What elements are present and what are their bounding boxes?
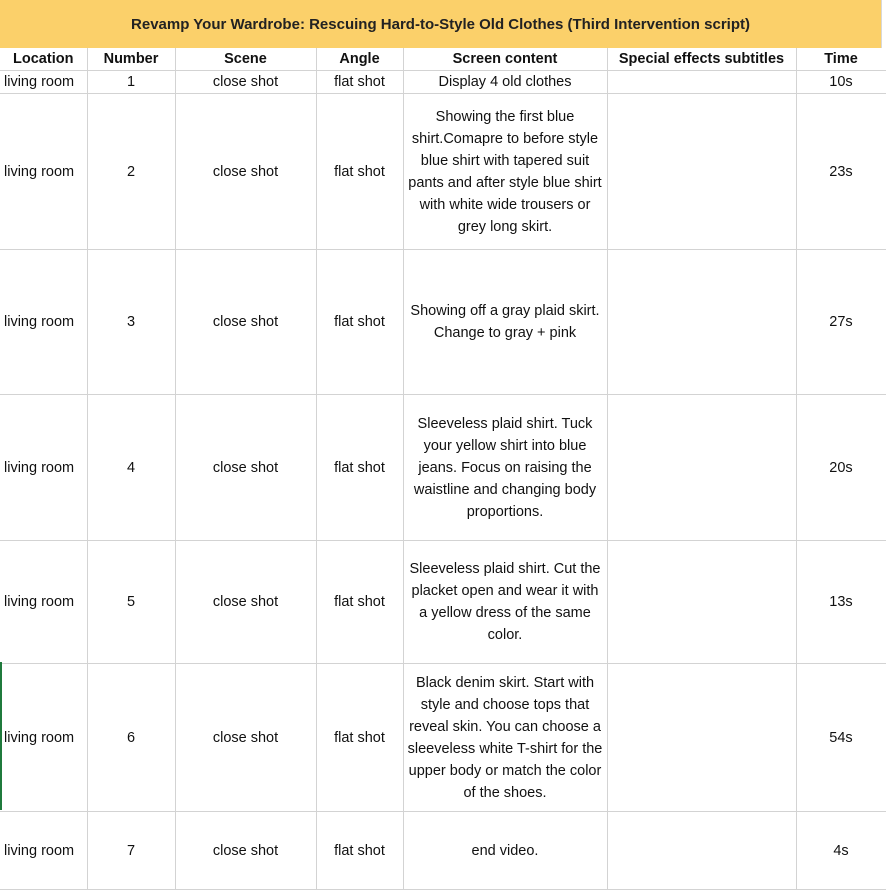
header-angle[interactable]: Angle: [316, 48, 403, 71]
cell-special-effects[interactable]: [607, 250, 796, 395]
cell-special-effects[interactable]: [607, 71, 796, 94]
header-time[interactable]: Time: [796, 48, 886, 71]
cell-angle[interactable]: flat shot: [316, 395, 403, 541]
table-row: [0, 71, 886, 94]
cell-angle[interactable]: flat shot: [316, 541, 403, 664]
sheet-title[interactable]: Revamp Your Wardrobe: Rescuing Hard-to-Style Old Clothes (Third Intervention script): [0, 0, 882, 49]
cell-angle[interactable]: flat shot: [316, 94, 403, 250]
cell-screen-content[interactable]: Black denim skirt. Start with style and choose tops that reveal skin. You can choose a sleeveless white T-shirt for the upper body or match the color of the shoes.: [403, 664, 607, 812]
cell-scene[interactable]: close shot: [175, 94, 316, 250]
cell-location[interactable]: living room: [0, 395, 87, 541]
cell-special-effects[interactable]: [607, 541, 796, 664]
cell-number[interactable]: 3: [87, 250, 175, 395]
cell-special-effects[interactable]: [607, 812, 796, 890]
header-location[interactable]: Location: [0, 48, 87, 71]
cell-location[interactable]: living room: [0, 541, 87, 664]
cell-location[interactable]: living room: [0, 664, 87, 812]
cell-number[interactable]: 1: [87, 71, 175, 94]
selection-edge: [0, 662, 2, 810]
cell-time[interactable]: 20s: [796, 395, 886, 541]
cell-screen-content[interactable]: Display 4 old clothes: [403, 71, 607, 94]
cell-time[interactable]: 4s: [796, 812, 886, 890]
cell-special-effects[interactable]: [607, 664, 796, 812]
cell-location[interactable]: living room: [0, 94, 87, 250]
table-row: [0, 541, 886, 664]
cell-time[interactable]: 23s: [796, 94, 886, 250]
table-row: [0, 395, 886, 541]
cell-screen-content[interactable]: end video.: [403, 812, 607, 890]
cell-scene[interactable]: close shot: [175, 250, 316, 395]
cell-location[interactable]: living room: [0, 812, 87, 890]
cell-special-effects[interactable]: [607, 94, 796, 250]
header-number[interactable]: Number: [87, 48, 175, 71]
table-row: [0, 664, 886, 812]
cell-scene[interactable]: close shot: [175, 664, 316, 812]
header-screen-content[interactable]: Screen content: [403, 48, 607, 71]
cell-screen-content[interactable]: Showing the first blue shirt.Comapre to before style blue shirt with tapered suit pants and after style blue shirt with white wide trousers or grey long skirt.: [403, 94, 607, 250]
cell-number[interactable]: 5: [87, 541, 175, 664]
table-row: [0, 812, 886, 890]
cell-location[interactable]: living room: [0, 250, 87, 395]
cell-number[interactable]: 6: [87, 664, 175, 812]
cell-special-effects[interactable]: [607, 395, 796, 541]
cell-time[interactable]: 10s: [796, 71, 886, 94]
cell-scene[interactable]: close shot: [175, 395, 316, 541]
cell-time[interactable]: 54s: [796, 664, 886, 812]
cell-angle[interactable]: flat shot: [316, 812, 403, 890]
cell-location[interactable]: living room: [0, 71, 87, 94]
cell-screen-content[interactable]: Sleeveless plaid shirt. Tuck your yellow shirt into blue jeans. Focus on raising the waistline and changing body proportions.: [403, 395, 607, 541]
cell-number[interactable]: 4: [87, 395, 175, 541]
cell-angle[interactable]: flat shot: [316, 71, 403, 94]
cell-angle[interactable]: flat shot: [316, 250, 403, 395]
cell-screen-content[interactable]: Showing off a gray plaid skirt. Change to gray + pink: [403, 250, 607, 395]
header-row: [0, 48, 886, 71]
cell-number[interactable]: 7: [87, 812, 175, 890]
cell-scene[interactable]: close shot: [175, 541, 316, 664]
cell-number[interactable]: 2: [87, 94, 175, 250]
cell-screen-content[interactable]: Sleeveless plaid shirt. Cut the placket open and wear it with a yellow dress of the same color.: [403, 541, 607, 664]
header-scene[interactable]: Scene: [175, 48, 316, 71]
cell-scene[interactable]: close shot: [175, 812, 316, 890]
cell-time[interactable]: 13s: [796, 541, 886, 664]
table-row: [0, 250, 886, 395]
cell-time[interactable]: 27s: [796, 250, 886, 395]
table-row: [0, 94, 886, 250]
header-special-effects[interactable]: Special effects subtitles: [607, 48, 796, 71]
script-table: [0, 48, 886, 890]
cell-angle[interactable]: flat shot: [316, 664, 403, 812]
cell-scene[interactable]: close shot: [175, 71, 316, 94]
